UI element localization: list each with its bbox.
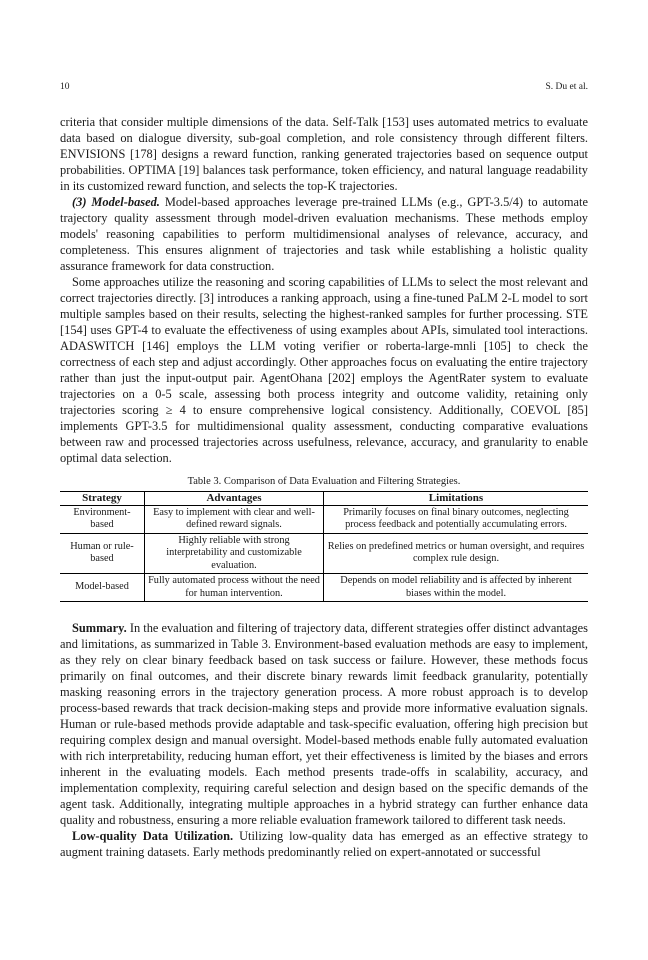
cell-advantages: Fully automated process without the need for human intervention. [145, 574, 324, 602]
running-head [60, 82, 588, 94]
paragraph-low-quality [60, 828, 588, 860]
cell-strategy: Model-based [60, 574, 145, 602]
body-text [60, 114, 588, 860]
header-limitations: Limitations [324, 492, 589, 506]
table-row [60, 505, 588, 533]
cell-strategy: Human or rule-based [60, 533, 145, 574]
paragraph-continuation: criteria that consider multiple dimensions of the data. Self-Talk [153] uses automated metrics to evaluate data based on dialogue diversity, sub-goal completion, and role consistency through different filters. ENVISIONS [178] designs a reward function, ranking generated trajectories based on sequence output probabilities. OPTIMA [19] balances task performance, token efficiency, and natural language readability in its customized reward function, and selects the top-K trajectories. [60, 115, 588, 193]
table-header-row [60, 492, 588, 506]
header-strategy: Strategy [60, 492, 145, 506]
cell-limitations: Relies on predefined metrics or human oversight, and requires complex rule design. [324, 533, 589, 574]
comparison-table [60, 491, 588, 602]
low-quality-text: Utilizing low-quality data has emerged as an effective strategy to augment training datasets. Early methods predominantly relied on expert-annotated or successful [60, 829, 588, 859]
header-advantages: Advantages [145, 492, 324, 506]
running-authors: S. Du et al. [545, 82, 588, 92]
model-based-heading: (3) Model-based. [72, 195, 160, 209]
paragraph-llm-approaches: Some approaches utilize the reasoning and scoring capabilities of LLMs to select the most relevant and correct trajectories directly. [3] introduces a ranking approach, using a fine-tuned PaLM 2-L model to sort multiple samples based on their results, selecting the highest-ranked samples for further processing. STE [154] uses GPT-4 to evaluate the effectiveness of using examples about APIs, simulated tool interactions. ADASWITCH [146] employs the LLM voting verifier or roberta-large-mnli [105] to check the correctness of each step and adjust accordingly. Other approaches focus on evaluating the entire trajectory rather than just the input-output pair. AgentOhana [202] employs the AgentRater system to evaluate trajectories on a 0-5 scale, assessing both process integrity and outcome validity, retaining only trajectories scoring ≥ 4 to ensure comprehensive logical consistency. Additionally, COEVOL [85] implements GPT-3.5 for multidimensional quality assessment, conducting comparative evaluations between raw and processed trajectories across usefulness, relevance, accuracy, and granularity to enable optimal data selection. [60, 275, 588, 465]
table-caption: Table 3. Comparison of Data Evaluation and Filtering Strategies. [187, 476, 461, 487]
paragraph-model-based [60, 194, 588, 274]
cell-advantages: Easy to implement with clear and well-defined reward signals. [145, 505, 324, 533]
page-number: 10 [60, 82, 70, 92]
low-quality-heading: Low-quality Data Utilization. [72, 829, 234, 843]
cell-advantages: Highly reliable with strong interpretability and customizable evaluation. [145, 533, 324, 574]
cell-limitations: Primarily focuses on final binary outcomes, neglecting process feedback and potentially accumulating errors. [324, 505, 589, 533]
paragraph-summary [60, 620, 588, 828]
summary-text: In the evaluation and filtering of trajectory data, different strategies offer distinct advantages and limitations, as summarized in Table 3. Environment-based evaluation methods are easy to implement, as they rely on clear binary feedback based on task success or failure. However, these methods focus primarily on final outcomes, and their discrete binary rewards limit feedback granularity, potentially masking reasoning errors in the trajectory generation process. A more robust approach is to develop process-based rewards that track decision-making steps and provide more informative evaluation signals. Human or rule-based methods provide adaptable and task-specific evaluation, offering high precision but requiring complex design and manual oversight. Model-based methods enable fully automated evaluation with rich interpretability, reducing human effort, yet their effectiveness is limited by the biases and errors inherent in the evaluating models. Each method presents trade-offs in scalability, accuracy, and implementation complexity, requiring careful selection and design based on the specific demands of the agent task. Additionally, integrating multiple approaches in a hybrid strategy can further enhance data quality and robustness, ensuring a more reliable evaluation framework tailored to different task needs. [60, 621, 588, 827]
table-row [60, 574, 588, 602]
model-based-text: Model-based approaches leverage pre-trained LLMs (e.g., GPT-3.5/4) to automate trajectory quality assessment through model-driven evaluation mechanisms. These methods employ models' reasoning capabilities to perform multidimensional analyses of relevance, accuracy, and completeness. This ensures alignment of trajectories and task while establishing a holistic quality assurance framework for data construction. [60, 195, 588, 273]
cell-limitations: Depends on model reliability and is affected by inherent biases within the model. [324, 574, 589, 602]
table-row [60, 533, 588, 574]
summary-heading: Summary. [72, 621, 127, 635]
cell-strategy: Environment-based [60, 505, 145, 533]
